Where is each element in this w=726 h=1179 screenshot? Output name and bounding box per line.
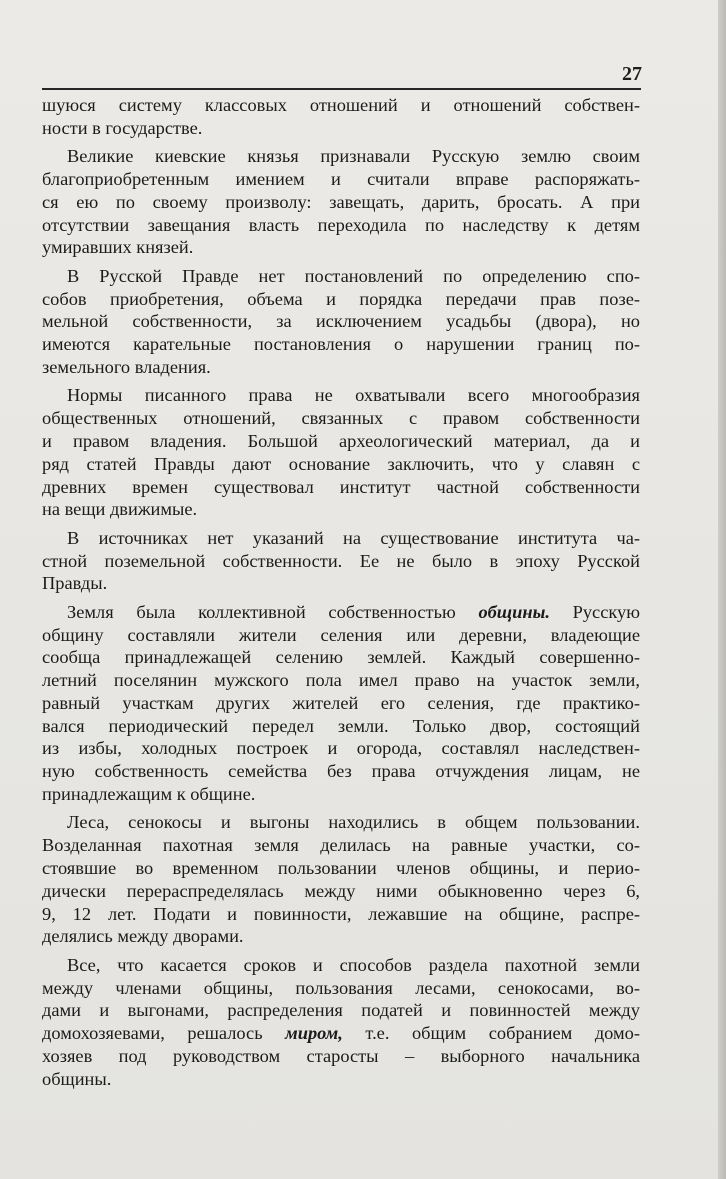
- text-line: дами и выгонами, распределения податей и повинностей между: [42, 1000, 640, 1021]
- text-line: собов приобретения, объема и порядка передачи прав позе-: [42, 288, 640, 309]
- text-line: мельной собственности, за исключением усадьбы (двора), но: [42, 311, 640, 332]
- text-line: благоприобретенным имением и считали вправе распоряжать-: [42, 168, 640, 189]
- text-line: стной поземельной собственности. Ее не было в эпоху Русской: [42, 550, 640, 571]
- page-number: 27: [622, 63, 642, 85]
- term-mir: миром,: [285, 1023, 343, 1044]
- text-line: сообща принадлежащей селению землей. Каждый совершенно-: [42, 647, 640, 668]
- text-line: Правды.: [42, 573, 108, 594]
- text-run: Русскую: [549, 601, 640, 622]
- text-line: ности в государстве.: [42, 117, 203, 138]
- text-line: Леса, сенокосы и выгоны находились в общем пользовании.: [67, 812, 640, 833]
- text-line: В источниках нет указаний на существование института ча-: [67, 527, 640, 548]
- text-line: умиравших князей.: [42, 237, 194, 258]
- text-line: ную собственность семейства без права отчуждения лицам, не: [42, 761, 640, 782]
- text-line: равный участкам других жителей его селения, где практико-: [42, 692, 640, 713]
- text-line: имеются карательные постановления о нарушении границ по-: [42, 334, 640, 355]
- header-rule: [42, 88, 641, 90]
- text-line: делялись между дворами.: [42, 926, 244, 947]
- text-line: Нормы писанного права не охватывали всего многообразия: [67, 385, 640, 406]
- paragraph: [42, 94, 640, 140]
- text-line: общественных отношений, связанных с правом собственности: [42, 408, 640, 429]
- text-line: Великие киевские князья признавали Русскую землю своим: [67, 146, 640, 167]
- text-run: Земля была коллективной собственностью: [67, 601, 479, 622]
- page-spine-shadow: [718, 0, 726, 1179]
- text-line: из избы, холодных построек и огорода, составлял наследствен-: [42, 738, 640, 759]
- text-line: дически перераспределялась между ними обыкновенно через 6,: [42, 880, 640, 901]
- text-line: вался периодический передел земли. Только двор, состоящий: [42, 715, 640, 736]
- text-line: шуюся систему классовых отношений и отношений собствен-: [42, 95, 640, 115]
- text-line: ся ею по своему произволу: завещать, дарить, бросать. А при: [42, 191, 640, 212]
- paragraph: [42, 265, 640, 379]
- text-line: стоявшие во временном пользовании членов общины, и перио-: [42, 858, 640, 879]
- paragraph: [42, 384, 640, 521]
- text-line: принадлежащим к общине.: [42, 784, 256, 805]
- text-line: ряд статей Правды дают основание заключить, что у славян с: [42, 453, 640, 474]
- paragraph: [42, 954, 640, 1091]
- body-text: [42, 94, 640, 1096]
- text-line: и правом владения. Большой археологический материал, да и: [42, 430, 640, 451]
- text-line: хозяев под руководством старосты – выборного начальника: [42, 1046, 640, 1067]
- text-run: домохозяевами, решалось: [42, 1023, 286, 1044]
- text-line: между членами общины, пользования лесами, сенокосами, во-: [42, 977, 640, 998]
- term-obshchina: общины.: [478, 601, 550, 622]
- text-line: 9, 12 лет. Подати и повинности, лежавшие на общине, распре-: [42, 903, 640, 924]
- paragraph: [42, 145, 640, 259]
- text-line: отсутствии завещания власть переходила по наследству к детям: [42, 214, 640, 235]
- paragraph: [42, 811, 640, 948]
- text-line: общину составляли жители селения или деревни, владеющие: [42, 624, 640, 645]
- text-line: земельного владения.: [42, 356, 211, 377]
- text-line: древних времен существовал институт частной собственности: [42, 476, 640, 497]
- paragraph: [42, 527, 640, 595]
- text-line: летний поселянин мужского пола имел право на участок земли,: [42, 670, 640, 691]
- text-line: В Русской Правде нет постановлений по определению спо-: [67, 265, 640, 286]
- text-line: Все, что касается сроков и способов раздела пахотной земли: [67, 954, 640, 975]
- text-line: на вещи движимые.: [42, 499, 198, 520]
- text-run: т.е. общим собранием домо-: [342, 1023, 640, 1044]
- text-line: [42, 1022, 640, 1045]
- text-line: Возделанная пахотная земля делилась на равные участки, со-: [42, 835, 640, 856]
- text-line: [42, 601, 640, 624]
- text-line: общины.: [42, 1068, 112, 1089]
- paragraph: [42, 601, 640, 806]
